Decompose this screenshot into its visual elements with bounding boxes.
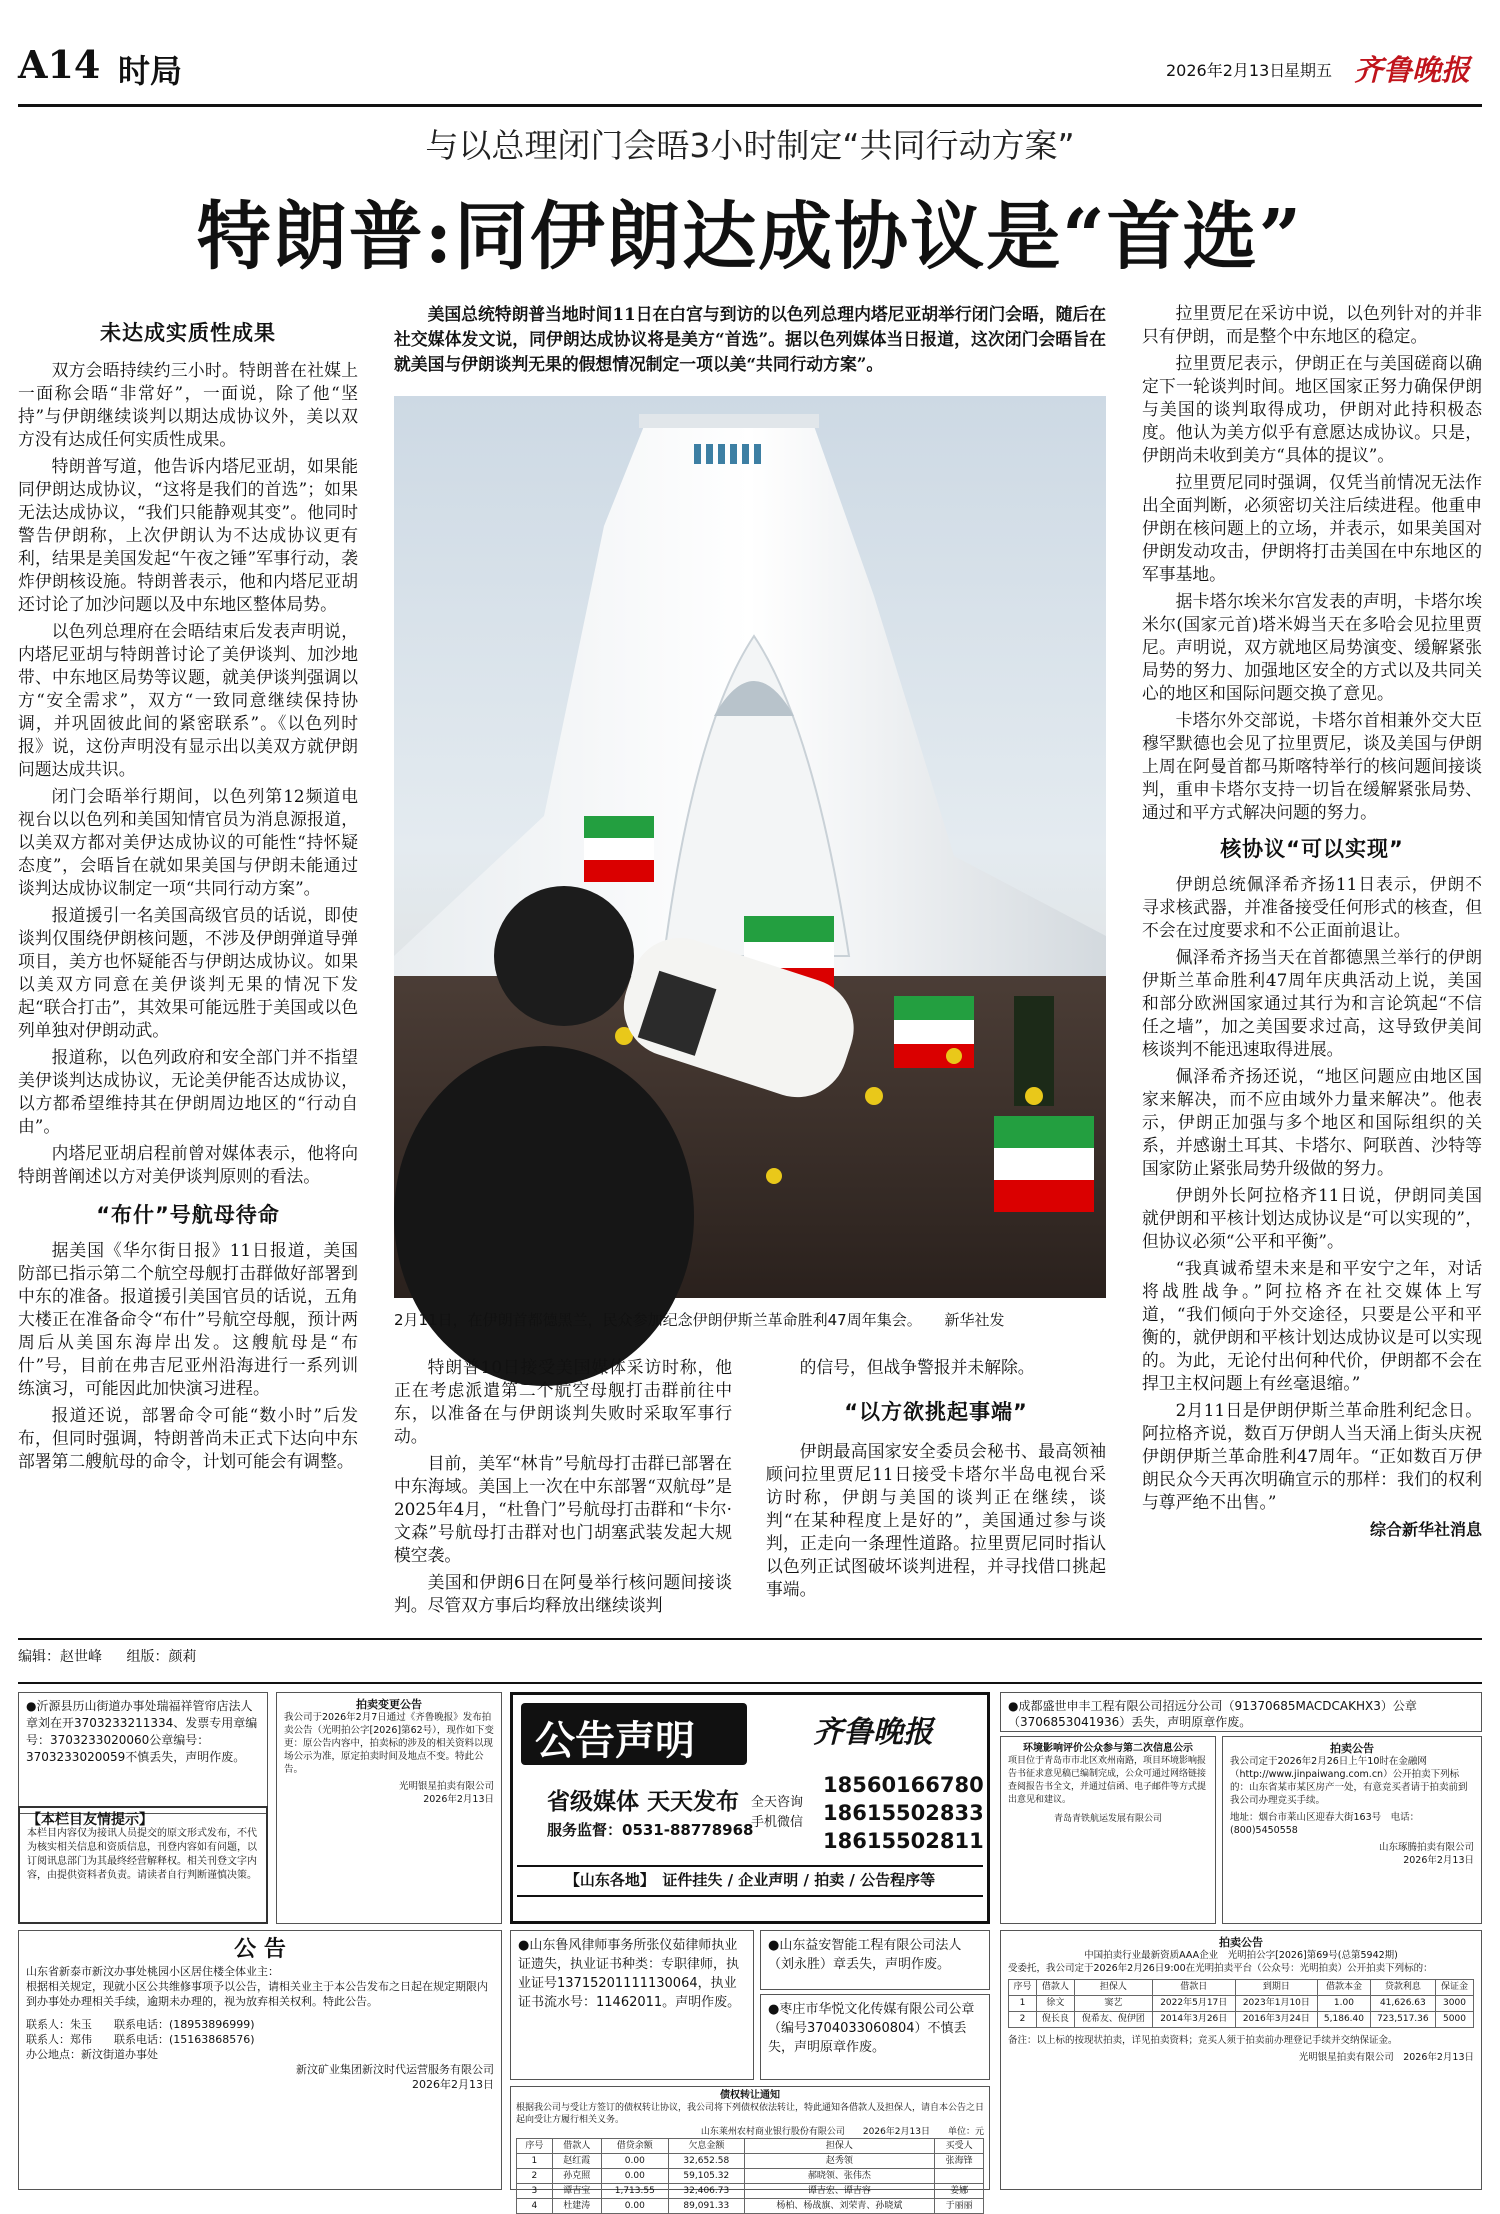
table-row: 2 孙克照 0.00 59,105.32 郝晓领、张伟杰 <box>517 2169 984 2184</box>
lost-law-notice: ●山东鲁风律师事务所张仪茹律师执业证遗失，执业证书种类：专职律师，执业证号13715201111130064，执业证书流水号：11462011。声明作废。 <box>510 1930 754 2080</box>
table-header-row: 序号 借款人 借贷余额 欠息金额 担保人 买受人 <box>517 2139 984 2154</box>
paragraph: 报道还说，部署命令可能“数小时”后发布，但同时强调，特朗普尚未正式下达向中东部署第二艘航母的命令，计划可能会有调整。 <box>18 1405 358 1471</box>
byline: 综合新华社消息 <box>1369 1520 1482 1539</box>
photo-caption <box>394 1310 1106 1330</box>
paragraph: 拉里贾尼表示，伊朗正在与美国磋商以确定下一轮谈判时间。地区国家正努力确保伊朗与美国的谈判取得成功，伊朗对此持积极态度。他认为美方似乎有意愿达成协议。只是，伊朗尚未收到美方“具体的提议”。 <box>1142 353 1482 465</box>
banner-phone-1: 18560166780 <box>823 1773 984 1797</box>
tips-title: 【本栏目友情提示】 <box>27 1812 153 1828</box>
tips-box <box>18 1806 268 1924</box>
tips-text: 本栏目内容仅为接讯人员提交的原文形式发布，不代为核实相关信息和资质信息，刊登内容如有问题，以订阅讯息部门为其最终经营解释权。相关刊登文字内容，由提供资料者负责。请读者自行判断谨慎决策。 <box>27 1828 257 1881</box>
paragraph: 拉里贾尼在采访中说，以色列针对的并非只有伊朗，而是整个中东地区的稳定。 <box>1142 303 1482 346</box>
paragraph: 双方会晤持续约三小时。特朗普在社媒上一面称会晤“非常好”，一面说，除了他“坚持”与伊朗继续谈判以期达成协议外，美以双方没有达成任何实质性成果。 <box>18 360 358 449</box>
headline-kicker: 与以总理闭门会晤3小时制定“共同行动方案” <box>425 126 1075 165</box>
table-row: 4 杜建涛 0.00 89,091.33 杨柏、杨战旗、刘荣青、孙晓斌 于丽丽 <box>517 2199 984 2214</box>
banner-bar: 【山东各地】 证件挂失 / 企业声明 / 拍卖 / 公告程序等 <box>517 1865 983 1897</box>
paragraph: 据卡塔尔埃米尔宫发表的声明，卡塔尔埃米尔(国家元首)塔米姆当天在多哈会见拉里贾尼。声明说，双方就地区局势演变、缓解紧张局势的努力、加强地区安全的方式以及共同关心的地区和国际问题交换了意见。 <box>1142 591 1482 703</box>
subhead-deal-achievable: 核协议“可以实现” <box>1220 837 1404 861</box>
column-4 <box>1142 302 1482 1541</box>
table-row: 3 谭吉宝 1,713.55 32,406.73 谭吉宏、谭吉容 姜娜 <box>517 2184 984 2199</box>
headline-main: 特朗普:同伊朗达成协议是“首选” <box>196 194 1304 280</box>
issue-date: 2026年2月13日 <box>1166 61 1286 80</box>
announcement-banner <box>510 1692 990 1924</box>
table-row: 1 赵红霞 0.00 32,652.58 赵秀领 张海锋 <box>517 2154 984 2169</box>
banner-logo: 齐鲁晚报 <box>813 1715 933 1750</box>
lost-media-notice: ●枣庄市华悦文化传媒有限公司公章（编号3704033060804）不慎丢失，声明原章作废。 <box>760 1994 990 2080</box>
azadi-tower-rally-image <box>394 396 1106 1298</box>
paragraph: 伊朗外长阿拉格齐11日说，伊朗同美国就伊朗和平核计划达成协议是“可以实现的”，但协议必须“公平和平衡”。 <box>1142 1185 1482 1251</box>
paragraph: 的信号，但战争警报并未解除。 <box>799 1357 1035 1377</box>
paragraph: 美国和伊朗6日在阿曼举行核问题间接谈判。尽管双方事后均释放出继续谈判 <box>394 1572 732 1615</box>
public-notice: 公 告 山东省新泰市新汶办事处桃园小区居住楼全体业主： 根据相关规定，现就小区公共维修事项予以公告，请相关业主于本公告发布之日起在规定期限内到办事处办理相关手续，逾期未办理的，视为放弃相关权利。特此公告。 联系人：朱玉 联系电话：(18953896999) 联系人：郑伟 联系电话：(15163868576) 办公地点：新汶街道办事处 新汶矿业集团新汶时代运营服务有限公司 2026年2月13日 <box>18 1930 502 2190</box>
paragraph: 伊朗总统佩泽希齐扬11日表示，伊朗不寻求核武器，并准备接受任何形式的核查，但不会在过度要求和不公正面前退让。 <box>1142 874 1482 940</box>
paragraph: 卡塔尔外交部说，卡塔尔首相兼外交大臣穆罕默德也会见了拉里贾尼，谈及美国与伊朗上周在阿曼首都马斯喀特举行的核问题间接谈判，重申卡塔尔支持一切旨在缓解紧张局势、通过和平方式解决问题的努力。 <box>1142 710 1482 822</box>
table-header-row: 序号 借款人 担保人 借款日 到期日 借款本金 贷款利息 保证金 <box>1009 1980 1474 1996</box>
layout-name: 组版：颜莉 <box>126 1649 197 1665</box>
page-number: A14 <box>18 42 101 87</box>
paragraph: 佩泽希齐扬当天在首都德黑兰举行的伊朗伊斯兰革命胜利47周年庆典活动上说，美国和部分欧洲国家通过其行为和言论筑起“不信任之墙”，加之美国要求过高，这导致伊美间核谈判不能迅速取得进展。 <box>1142 947 1482 1059</box>
section-name: 时局 <box>118 52 183 90</box>
column-3 <box>766 1356 1106 1605</box>
paragraph: 特朗普写道，他告诉内塔尼亚胡，如果能同伊朗达成协议，“这将是我们的首选”；如果无法达成协议，“我们只能静观其变”。他同时警告伊朗称，上次伊朗认为不达成协议更有利，结果是美国发起“午夜之锤”军事行动，袭炸伊朗核设施。特朗普表示，他和内塔尼亚胡还讨论了加沙问题以及中东地区整体局势。 <box>18 456 358 614</box>
lead-paragraph: 美国总统特朗普当地时间11日在白宫与到访的以色列总理内塔尼亚胡举行闭门会晤，随后在社交媒体发文说，同伊朗达成协议将是美方“首选”。据以色列媒体当日报道，这次闭门会晤旨在就美国与伊朗谈判无果的假想情况制定一项以美“共同行动方案”。 <box>394 304 1106 374</box>
paper-logo: 齐鲁晚报 <box>1354 53 1471 87</box>
paragraph: 闭门会晤举行期间，以色列第12频道电视台以以色列和美国知情官员为消息源报道，以美双方都对美伊达成协议的可能性“持怀疑态度”，会晤旨在就如果美国与伊朗未能通过谈判达成协议制定一项“共同行动方案”。 <box>18 786 358 898</box>
debt-transfer-notice: 债权转让通知 根据我公司与受让方签订的债权转让协议，我公司将下列债权依法转让，特此通知各借款人及担保人，请自本公告之日起向受让方履行相关义务。 山东莱州农村商业银行股份有限公司 2026年2月13日 单位：元 序号 借款人 借贷余额 欠息金额 担保人 买受人 1 赵红霞 0.00 32,652.58 赵秀领 张海锋 2 孙克照 0.00 59,105.32 郝晓领、张伟杰 3 谭吉宝 1,713.55 32,406.73 谭吉宏、谭吉容 姜娜 4 杜建涛 0.00 89,091.33 杨柏、杨战旗、刘荣青、孙晓斌 于丽丽 <box>510 2086 990 2190</box>
paragraph: 2月11日是伊朗伊斯兰革命胜利纪念日。阿拉格齐说，数百万伊朗人当天涌上街头庆祝伊朗伊斯兰革命胜利47周年。“正如数百万伊朗民众今天再次明确宣示的那样：我们的权利与尊严绝不出售。” <box>1142 1400 1482 1512</box>
lost-eng-notice: ●山东益安智能工程有限公司法人（刘永胜）章丢失，声明作废。 <box>760 1930 990 1990</box>
photo-caption-text: 2月11日，在伊朗首都德黑兰，民众参加纪念伊朗伊斯兰革命胜利47周年集会。 <box>394 1311 922 1329</box>
paragraph: 报道援引一名美国高级官员的话说，即使谈判仅围绕伊朗核问题，不涉及伊朗弹道导弹项目，美方也怀疑能否与伊朗达成协议。如果以美双方同意在美伊谈判无果的情况下发起“联合打击”，其效果可能远胜于美国或以色列单独对伊朗动武。 <box>18 905 358 1040</box>
banner-consult-1: 全天咨询 <box>751 1795 804 1810</box>
auction-notice-2: 拍卖公告 我公司定于2026年2月26日上午10时在金融网（http://www.jinpaiwang.com.cn）公开拍卖下列标的：山东省某市某区房产一处，有意竞买者请于拍卖前到我公司办理竞买手续。 地址：烟台市莱山区迎春大街163号 电话：(800)5450558 山东琢腾拍卖有限公司 2026年2月13日 <box>1222 1736 1482 1924</box>
paragraph: 伊朗最高国家安全委员会秘书、最高领袖顾问拉里贾尼11日接受卡塔尔半岛电视台采访时称，伊朗与美国的谈判正在继续，谈判“在某种程度上是好的”，美国通过参与谈判，正走向一条理性道路。拉里贾尼同时指认以色列正试图破坏谈判进程，并寻找借口挑起事端。 <box>766 1441 1106 1599</box>
column-2 <box>394 1356 732 1621</box>
paragraph: 据美国《华尔街日报》11日报道，美国防部已指示第二个航空母舰打击群做好部署到中东的准备。报道援引美国官员的话说，五角大楼正在准备命令“布什”号航空母舰，预计两周后从美国东海岸出发。这艘航母是“布什”号，目前在弗吉尼亚州沿海进行一系列训练演习，可能因此加快演习进程。 <box>18 1240 358 1398</box>
paragraph: “我真诚希望未来是和平安宁之年，对话将战胜战争。”阿拉格齐在社交媒体上写道，“我们倾向于外交途径，只要是公平和平衡的，就伊朗和平核计划达成协议是可以实现的。为此，无论付出何种代价，伊朗都不会在捍卫主权问题上有丝毫退缩。” <box>1142 1258 1482 1393</box>
subhead-bush-carrier: “布什”号航母待命 <box>96 1203 280 1227</box>
subhead-no-result: 未达成实质性成果 <box>100 321 276 345</box>
lost-bank-notice: ●成都盛世申丰工程有限公司招远分公司（91370685MACDCAKHX3）公章（3706853041936）丢失，声明原章作废。 <box>1000 1692 1482 1732</box>
banner-phone-3: 18615502811 <box>823 1829 984 1853</box>
editor-name: 编辑：赵世峰 <box>18 1649 102 1665</box>
table-row: 1 徐文 窦艺 2022年5月17日 2023年1月10日 1.00 41,626.63 3000 <box>1009 1996 1474 2012</box>
paragraph: 特朗普10日接受美国媒体采访时称，他正在考虑派遣第二个航空母舰打击群前往中东，以准备在与伊朗谈判失败时采取军事行动。 <box>394 1357 732 1446</box>
paragraph: 拉里贾尼同时强调，仅凭当前情况无法作出全面判断，必须密切关注后续进程。他重申伊朗在核问题上的立场，并表示，如果美国对伊朗发动攻击，伊朗将打击美国在中东地区的军事基地。 <box>1142 472 1482 584</box>
auction-table <box>1008 1979 1474 2028</box>
banner-title: 公告声明 <box>535 1717 695 1764</box>
auction-change-notice: 拍卖变更公告 我公司于2026年2月7日通过《齐鲁晚报》发布拍卖公告（光明拍公字[2026]第62号），现作如下变更：原公告内容中，拍卖标的涉及的相关资料以现场公示为准，原定拍卖时间及地点不变。特此公告。 光明银星拍卖有限公司 2026年2月13日 <box>276 1692 502 1924</box>
banner-consult-2: 手机微信 <box>751 1815 804 1830</box>
ads-rule <box>18 1682 1482 1684</box>
paragraph: 目前，美军“林肯”号航母打击群已部署在中东海域。美国上一次在中东部署“双航母”是2025年4月，“杜鲁门”号航母打击群和“卡尔·文森”号航母打击群对也门胡塞武装发起大规模空袭。 <box>394 1453 732 1565</box>
banner-phone-2: 18615502833 <box>823 1801 984 1825</box>
news-photo <box>394 396 1106 1298</box>
debt-table <box>516 2138 984 2214</box>
photo-credit: 新华社发 <box>944 1311 1005 1329</box>
paragraph: 以色列总理府在会晤结束后发表声明说，内塔尼亚胡与特朗普讨论了美伊谈判、加沙地带、中东地区局势等议题，就美伊谈判强调以方“安全需求”，双方“一致同意继续保持协调，并巩固彼此间的紧密联系”。《以色列时报》说，这份声明没有显示出以美双方就伊朗问题达成共识。 <box>18 621 358 779</box>
auction-notice-3: 拍卖公告 中国拍卖行业最新资质AAA企业 光明拍公字[2026]第69号(总第5942期) 受委托，我公司定于2026年2月26日9:00在光明拍卖平台（公众号：光明拍卖）公开拍卖下列标的： 序号 借款人 担保人 借款日 到期日 借款本金 贷款利息 保证金 1 徐文 窦艺 2022年5月17日 2023年1月10日 1.00 41,626.63 3000 2 倪长良 倪希友、倪伊团 2014年3月26日 2016年3月24日 5,186.40 723,517.36 5000 备注：以上标的按现状拍卖，详见拍卖资料；竞买人须于拍卖前办理登记手续并交纳保证金。 光明银星拍卖有限公司 2026年2月13日 <box>1000 1930 1482 2190</box>
issue-weekday: 星期五 <box>1284 61 1333 80</box>
paragraph: 内塔尼亚胡启程前曾对媒体表示，他将向特朗普阐述以方对美伊谈判原则的看法。 <box>18 1143 358 1186</box>
column-1 <box>18 322 358 1477</box>
paragraph: 佩泽希齐扬还说，“地区问题应由地区国家来解决，而不应由域外力量来解决”。他表示，伊朗正加强与多个地区和国际组织的关系，并感谢土耳其、卡塔尔、阿联酋、沙特等国家防止紧张局势升级做的努力。 <box>1142 1066 1482 1178</box>
lost-notice-seal: ●沂源县历山街道办事处瑞福祥管帘店法人章刘在开3703233211334、发票专用章编号：3703233020060公章编号：3703233020059不慎丢失，声明作废。 <box>18 1692 268 1814</box>
editor-line <box>18 1638 1482 1664</box>
paragraph: 报道称，以色列政府和安全部门并不指望美伊谈判达成协议，无论美伊能否达成协议，以方都希望维持其在伊朗周边地区的“行动自由”。 <box>18 1047 358 1136</box>
masthead-rule <box>18 104 1482 107</box>
subhead-israel-provoke: “以方欲挑起事端” <box>844 1400 1028 1424</box>
banner-slogan: 省级媒体 天天发布 <box>547 1789 740 1815</box>
banner-title-box <box>521 1703 747 1765</box>
table-row: 2 倪长良 倪希友、倪伊团 2014年3月26日 2016年3月24日 5,186.40 723,517.36 5000 <box>1009 2012 1474 2028</box>
env-notice: 环境影响评价公众参与第二次信息公示 项目位于青岛市市北区欢州南路，项目环境影响报告书征求意见稿已编制完成，公众可通过网络链接查阅报告书全文，并通过信函、电子邮件等方式提出意见和建议。 青岛青铁航运发展有限公司 <box>1000 1736 1216 1924</box>
banner-hotline: 服务监督：0531-88778968 <box>547 1821 754 1839</box>
masthead <box>18 36 1482 96</box>
